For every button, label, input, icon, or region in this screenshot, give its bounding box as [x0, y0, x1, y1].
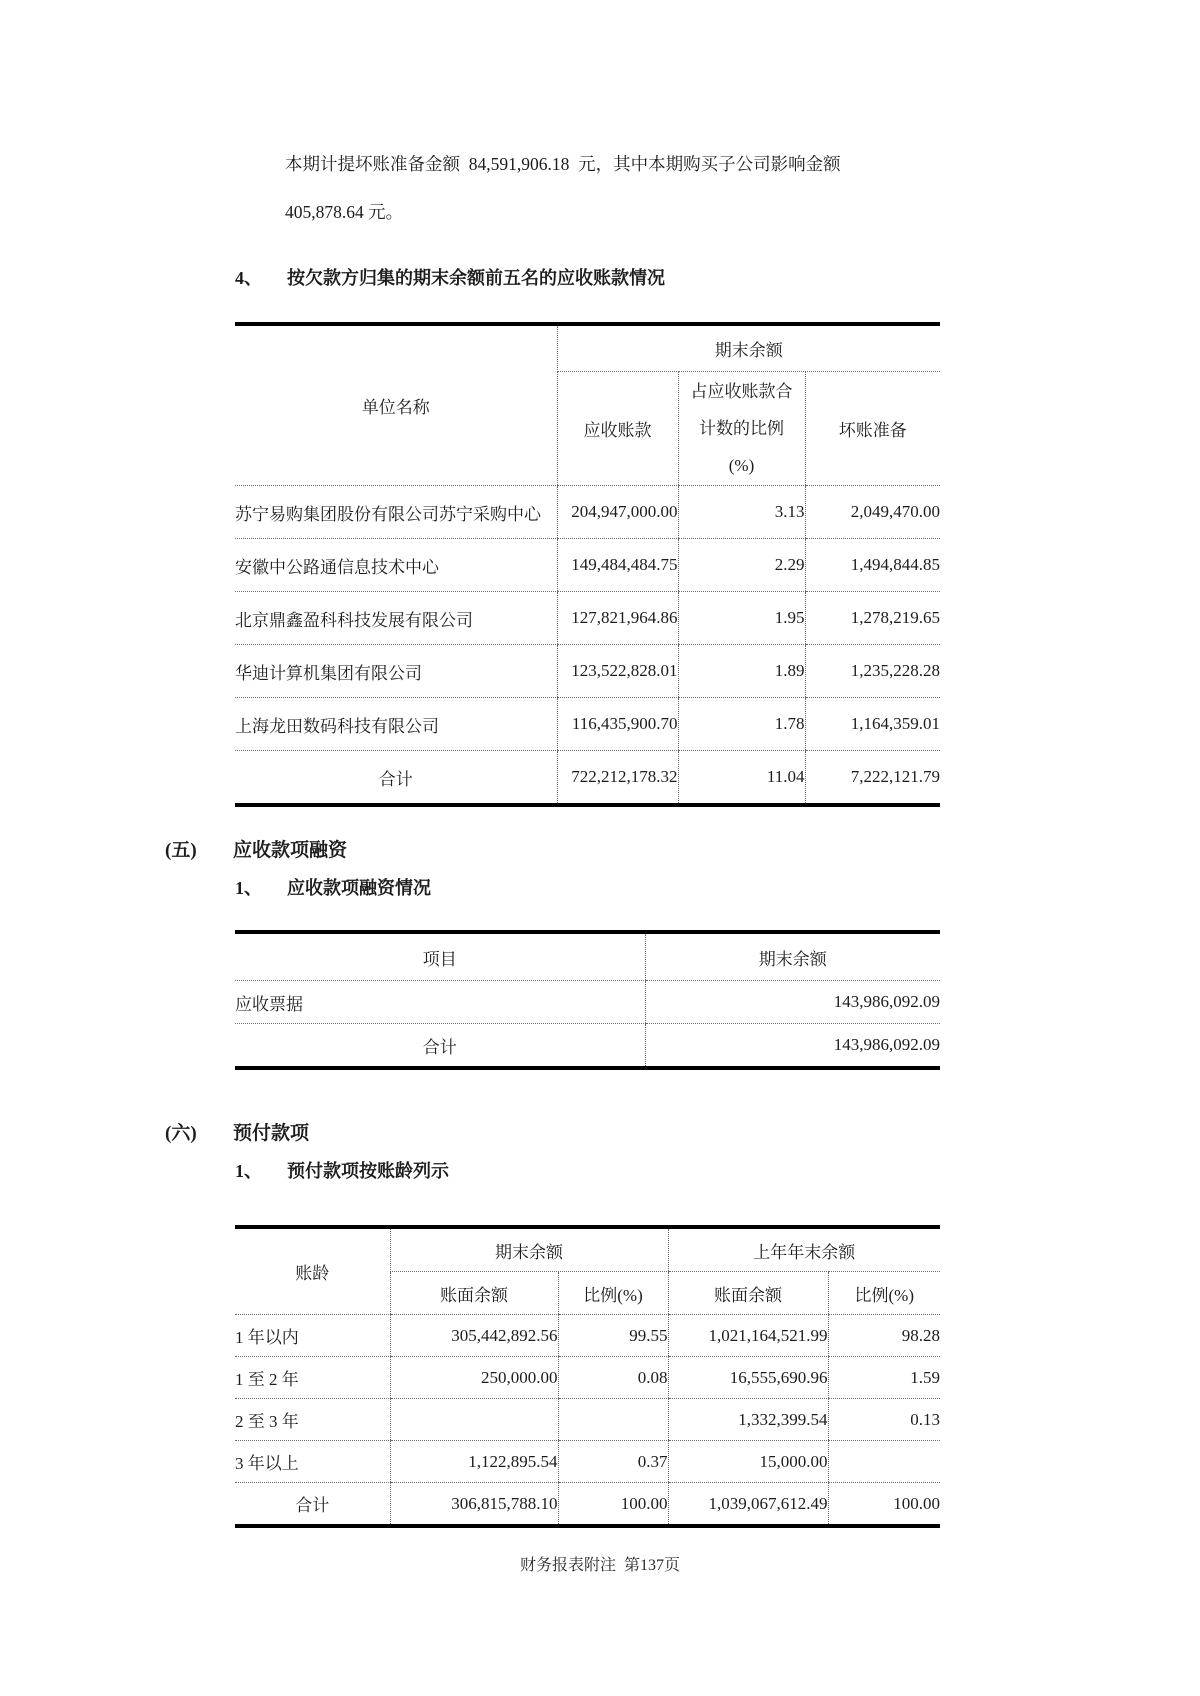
- prior-ratio: 1.59: [828, 1357, 940, 1399]
- table-row: [235, 645, 940, 698]
- section-6-heading: [165, 1120, 940, 1147]
- item-amount: 143,986,092.09: [645, 981, 940, 1024]
- table-receivables-financing: [235, 930, 940, 1070]
- table-row: [235, 539, 940, 592]
- bad-debt-amount: 1,164,359.01: [805, 698, 940, 751]
- bad-debt-amount: 1,278,219.65: [805, 592, 940, 645]
- total-amount: 143,986,092.09: [645, 1024, 940, 1069]
- ar-ratio: 3.13: [678, 486, 805, 539]
- total-bad-debt: 7,222,121.79: [805, 751, 940, 806]
- total-prior-book-balance: 1,039,067,612.49: [668, 1483, 828, 1527]
- table-total-row: [235, 751, 940, 806]
- debtor-name: 华迪计算机集团有限公司: [235, 645, 557, 698]
- header-book-balance: 账面余额: [668, 1272, 828, 1315]
- debtor-name: 北京鼎鑫盈科科技发展有限公司: [235, 592, 557, 645]
- table-header-row: [235, 932, 940, 981]
- section-5-number: (五): [165, 840, 197, 861]
- section-5-subheading: [235, 876, 940, 900]
- table-row: [235, 1441, 940, 1483]
- ar-amount: 149,484,484.75: [557, 539, 678, 592]
- table-row: [235, 981, 940, 1024]
- ar-amount: 127,821,964.86: [557, 592, 678, 645]
- header-prior-year-balance: 上年年末余额: [668, 1227, 940, 1272]
- table-row: [235, 486, 940, 539]
- bad-debt-amount: 1,494,844.85: [805, 539, 940, 592]
- section-4-heading: [235, 266, 940, 290]
- debtor-name: 安徽中公路通信息技术中心: [235, 539, 557, 592]
- total-label: 合计: [235, 751, 557, 806]
- table-total-row: [235, 1024, 940, 1069]
- book-balance: 1,122,895.54: [390, 1441, 558, 1483]
- section-6-sub-title: 预付款项按账龄列示: [287, 1161, 449, 1181]
- ar-amount: 204,947,000.00: [557, 486, 678, 539]
- prior-book-balance: 1,021,164,521.99: [668, 1315, 828, 1357]
- ar-ratio: 1.78: [678, 698, 805, 751]
- section-5-sub-number: 1、: [235, 878, 262, 898]
- header-ratio-line2: 计数的比例: [699, 419, 784, 438]
- section-5-title: 应收款项融资: [233, 840, 348, 861]
- header-ending-balance: 期末余额: [645, 932, 940, 981]
- section-6-sub-number: 1、: [235, 1161, 262, 1181]
- debtor-name: 苏宁易购集团股份有限公司苏宁采购中心: [235, 486, 557, 539]
- total-ratio: 100.00: [558, 1483, 668, 1527]
- ar-amount: 116,435,900.70: [557, 698, 678, 751]
- total-book-balance: 306,815,788.10: [390, 1483, 558, 1527]
- header-ratio: 比例(%): [828, 1272, 940, 1315]
- header-accounts-receivable: 应收账款: [557, 372, 678, 486]
- table-row: [235, 698, 940, 751]
- table-header-row: [235, 1227, 940, 1272]
- section-6-subheading: [235, 1159, 940, 1183]
- header-book-balance: 账面余额: [390, 1272, 558, 1315]
- ratio: 99.55: [558, 1315, 668, 1357]
- total-prior-ratio: 100.00: [828, 1483, 940, 1527]
- section-6-number: (六): [165, 1123, 197, 1144]
- ar-amount: 123,522,828.01: [557, 645, 678, 698]
- book-balance: 250,000.00: [390, 1357, 558, 1399]
- header-unit-name: 单位名称: [235, 324, 557, 486]
- total-ar-ratio: 11.04: [678, 751, 805, 806]
- ar-ratio: 2.29: [678, 539, 805, 592]
- intro-line-2: 405,878.64 元。: [285, 202, 404, 222]
- table-prepayments-aging: [235, 1225, 940, 1528]
- header-item: 项目: [235, 932, 645, 981]
- book-balance: [390, 1399, 558, 1441]
- header-ending-balance: 期末余额: [557, 324, 940, 372]
- table-row: [235, 1357, 940, 1399]
- header-ratio-line1: 占应收账款合: [690, 382, 793, 401]
- total-label: 合计: [235, 1483, 390, 1527]
- header-aging: 账龄: [235, 1227, 390, 1315]
- header-bad-debt-provision: 坏账准备: [805, 372, 940, 486]
- bad-debt-amount: 1,235,228.28: [805, 645, 940, 698]
- table-total-row: [235, 1483, 940, 1527]
- aging-label: 3 年以上: [235, 1441, 390, 1483]
- prior-book-balance: 15,000.00: [668, 1441, 828, 1483]
- section-6-title: 预付款项: [233, 1123, 310, 1144]
- ratio: 0.37: [558, 1441, 668, 1483]
- bad-debt-amount: 2,049,470.00: [805, 486, 940, 539]
- prior-ratio: [828, 1441, 940, 1483]
- table-row: [235, 592, 940, 645]
- prior-book-balance: 16,555,690.96: [668, 1357, 828, 1399]
- table-row: [235, 1315, 940, 1357]
- page-content: [165, 0, 941, 1528]
- section-4-title: 按欠款方归集的期末余额前五名的应收账款情况: [287, 268, 665, 288]
- ar-ratio: 1.89: [678, 645, 805, 698]
- total-ar-amount: 722,212,178.32: [557, 751, 678, 806]
- header-ratio-line3: (%): [728, 456, 755, 475]
- aging-label: 1 至 2 年: [235, 1357, 390, 1399]
- section-4-number: 4、: [235, 268, 262, 288]
- section-5-heading: [165, 837, 940, 864]
- prior-book-balance: 1,332,399.54: [668, 1399, 828, 1441]
- table-header-row: [235, 324, 940, 372]
- intro-paragraph: [285, 140, 940, 236]
- aging-label: 2 至 3 年: [235, 1399, 390, 1441]
- debtor-name: 上海龙田数码科技有限公司: [235, 698, 557, 751]
- table-top5-receivables: [235, 322, 940, 807]
- book-balance: 305,442,892.56: [390, 1315, 558, 1357]
- header-ratio: [678, 372, 805, 486]
- ratio: 0.08: [558, 1357, 668, 1399]
- item-name: 应收票据: [235, 981, 645, 1024]
- header-ratio: 比例(%): [558, 1272, 668, 1315]
- aging-label: 1 年以内: [235, 1315, 390, 1357]
- prior-ratio: 0.13: [828, 1399, 940, 1441]
- table-row: [235, 1399, 940, 1441]
- page-footer: 财务报表附注 第137页: [519, 1557, 680, 1574]
- ar-ratio: 1.95: [678, 592, 805, 645]
- intro-line-1: 本期计提坏账准备金额 84,591,906.18 元，其中本期购买子公司影响金额: [285, 154, 841, 174]
- prior-ratio: 98.28: [828, 1315, 940, 1357]
- header-ending-balance: 期末余额: [390, 1227, 668, 1272]
- total-label: 合计: [235, 1024, 645, 1069]
- section-5-sub-title: 应收款项融资情况: [287, 878, 431, 898]
- ratio: [558, 1399, 668, 1441]
